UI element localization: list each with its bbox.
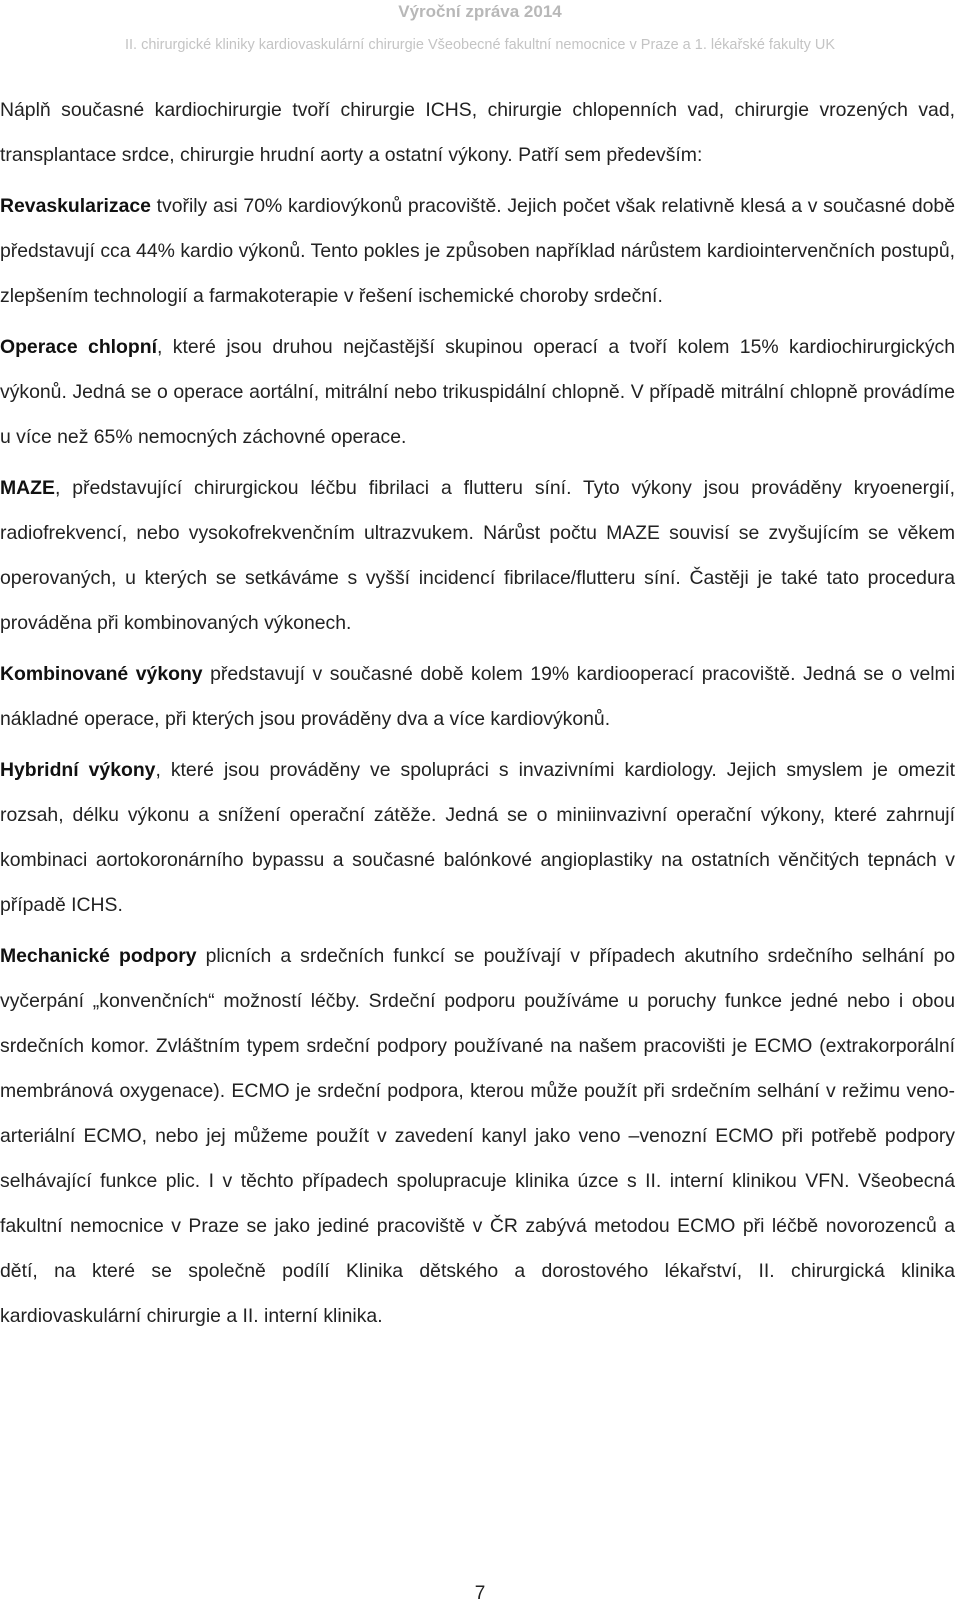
document-body [0, 88, 955, 1339]
paragraph-text: , které jsou prováděny ve spolupráci s invazivními kardiology. Jejich smyslem je omezit rozsah, délku výkonu a snížení operační zátěže. Jedná se o miniinvazivní operační výkony, které zahrnují kombinaci aortokoronárního bypassu a současné balónkové angioplastiky na ostatních věnčitých tepnách v případě ICHS. [0, 759, 956, 916]
paragraph-mechanical-support [0, 934, 955, 1339]
paragraph-text: Náplň současné kardiochirurgie tvoří chirurgie ICHS, chirurgie chlopenních vad, chirurgie vrozených vad, transplantace srdce, chirurgie hrudní aorty a ostatní výkony. Patří sem především: [0, 99, 955, 166]
paragraph-maze [0, 466, 955, 646]
paragraph-hybrid [0, 748, 955, 928]
paragraph-text: tvořily asi 70% kardiovýkonů pracoviště. Jejich počet však relativně klesá a v současné době představují cca 44% kardio výkonů. Tento pokles je způsoben například nárůstem kardiointervenčních postupů, zlepšením technologií a farmakoterapie v řešení ischemické choroby srdeční. [0, 195, 955, 307]
report-title: Výroční zpráva 2014 [398, 2, 562, 21]
paragraph-valve-surgery [0, 325, 955, 460]
paragraph-lead: Hybridní výkony [0, 759, 156, 781]
report-subtitle: II. chirurgické kliniky kardiovaskulární chirurgie Všeobecné fakultní nemocnice v Praze a 1. lékařské fakulty UK [124, 37, 835, 53]
paragraph-text: , které jsou druhou nejčastější skupinou operací a tvoří kolem 15% kardiochirurgických výkonů. Jedná se o operace aortální, mitrální nebo trikuspidální chlopně. V případě mitrální chlopně provádíme u více než 65% nemocných záchovné operace. [0, 336, 956, 448]
paragraph-text: plicních a srdečních funkcí se používají v případech akutního srdečního selhání po vyčerpání „konvenčních“ možností léčby. Srdeční podporu používáme u poruchy funkce jedné nebo i obou srdečních komor. Zvláštním typem srdeční podpory používané na našem pracovišti je ECMO (extrakorporální membránová oxygenace). ECMO je srdeční podpora, kterou může použít při srdečním selhání v režimu veno-arteriální ECMO, nebo jej můžeme použít v zavedení kanyl jako veno –venozní ECMO při potřebě podpory selhávající funkce plic. I v těchto případech spolupracuje klinika úzce s II. interní klinikou VFN. Všeobecná fakultní nemocnice v Praze se jako jediné pracoviště v ČR zabývá metodou ECMO při léčbě novorozenců a dětí, na které se společně podílí Klinika dětského a dorostového lékařství, II. chirurgická klinika kardiovaskulární chirurgie a II. interní klinika. [0, 945, 955, 1327]
paragraph-text: představují v současné době kolem 19% kardiooperací pracoviště. Jedná se o velmi nákladné operace, při kterých jsou prováděny dva a více kardiovýkonů. [0, 663, 956, 730]
page-header [0, 0, 960, 56]
paragraph-revascularization [0, 184, 955, 319]
paragraph-lead: Mechanické podpory [0, 945, 197, 967]
paragraph-lead: MAZE [0, 477, 55, 499]
paragraph-lead: Operace chlopní [0, 336, 157, 358]
paragraph-lead: Revaskularizace [0, 195, 151, 217]
page-number: 7 [474, 1583, 486, 1604]
paragraph-combined [0, 652, 955, 742]
paragraph-text: , představující chirurgickou léčbu fibrilaci a flutteru síní. Tyto výkony jsou prováděny kryoenergií, radiofrekvencí, nebo vysokofrekvenčním ultrazvukem. Nárůst počtu MAZE souvisí se zvyšujícím se věkem operovaných, u kterých se setkáváme s vyšší incidencí fibrilace/flutteru síní. Častěji je také tato procedura prováděna při kombinovaných výkonech. [0, 477, 955, 634]
paragraph-lead: Kombinované výkony [0, 663, 203, 685]
paragraph-intro [0, 88, 955, 178]
